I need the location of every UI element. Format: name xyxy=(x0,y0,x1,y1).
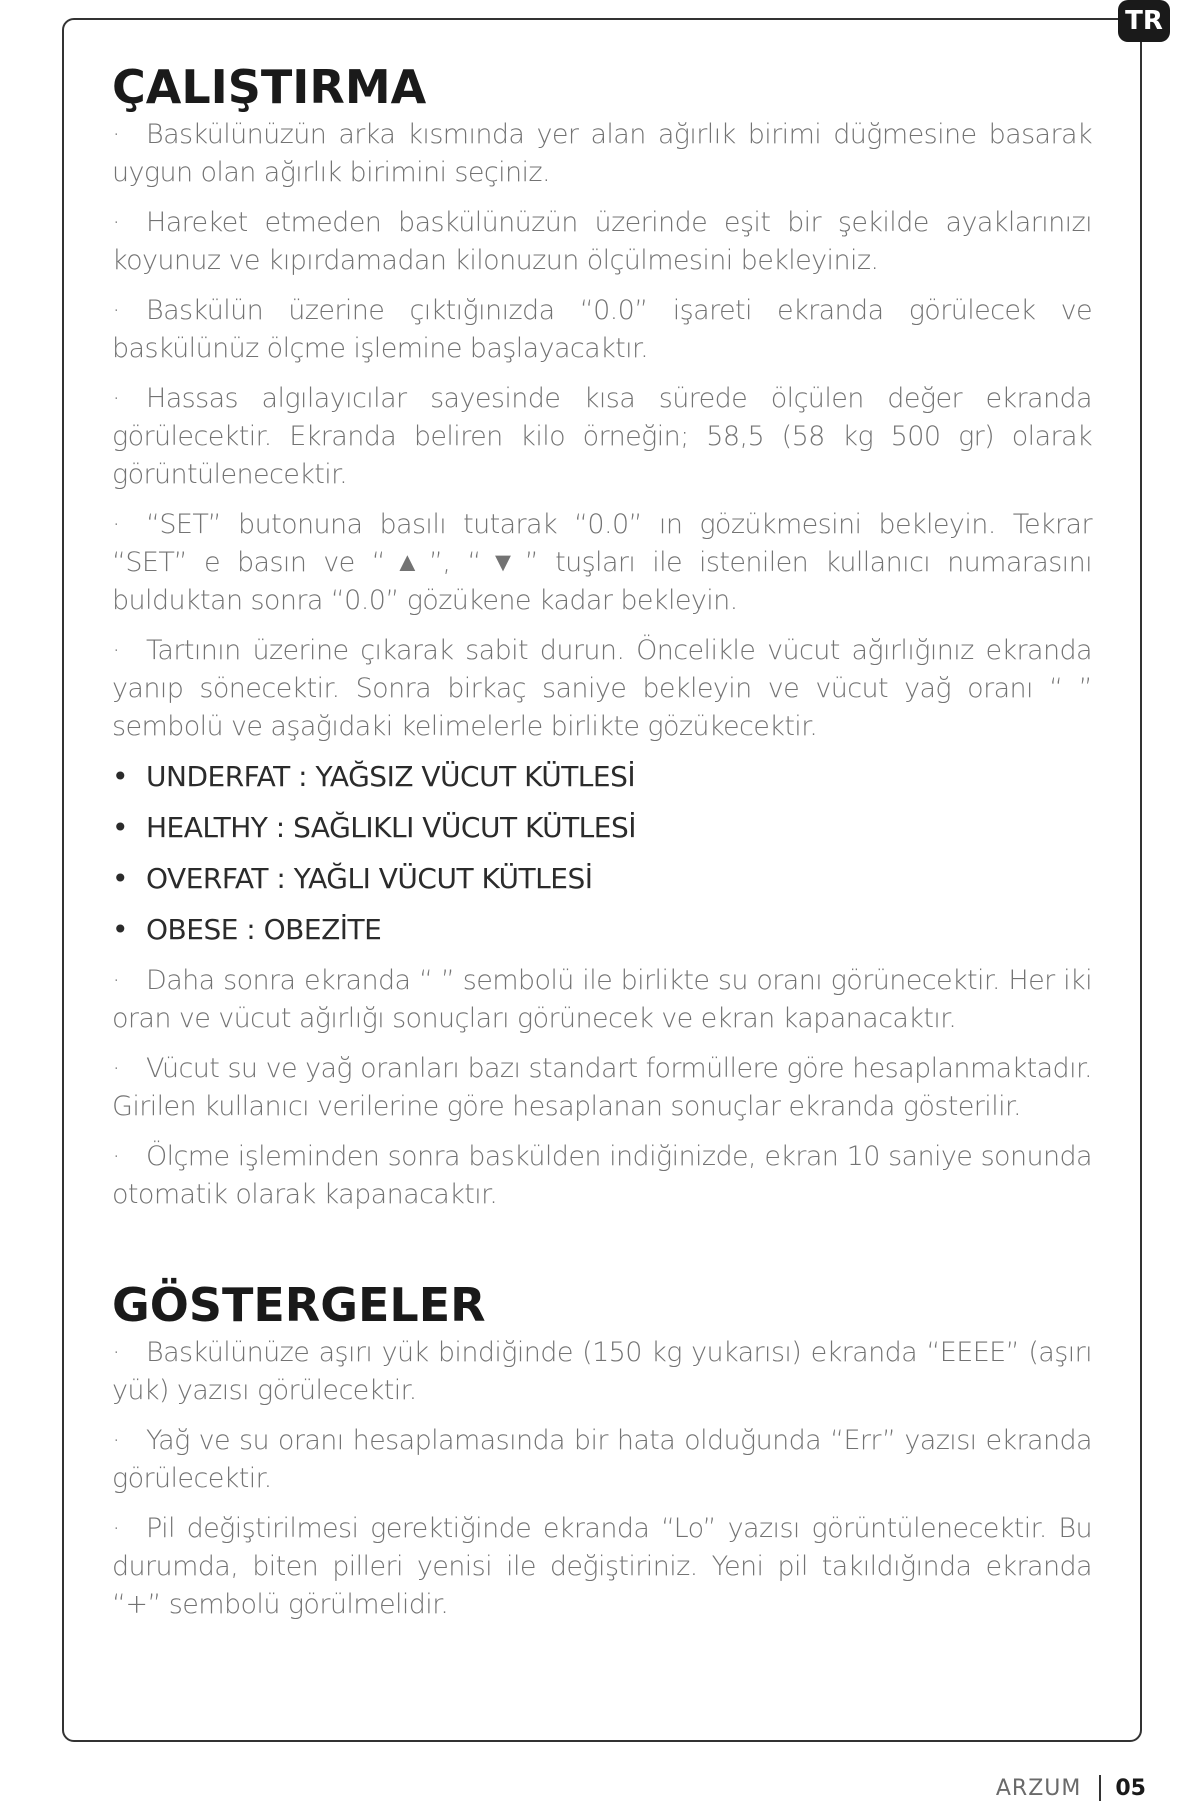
list-item-text: OBESE : OBEZİTE xyxy=(146,913,382,946)
list-item xyxy=(112,809,1092,847)
paragraph-text: Tartının üzerine çıkarak sabit durun. Öncelikle vücut ağırlığınız ekranda yanıp sönecektir. Sonra birkaç saniye bekleyin ve vücut yağ oranı “ ” sembolü ve aşağıdaki kelimelerle birlikte gözükecektir. xyxy=(112,635,1092,742)
paragraph-text: Yağ ve su oranı hesaplamasında bir hata olduğunda “Err” yazısı ekranda görülecektir. xyxy=(112,1425,1092,1494)
paragraph xyxy=(112,116,1092,192)
body-composition-list xyxy=(112,758,1092,949)
paragraph-text: Baskülünüze aşırı yük bindiğinde (150 kg yukarısı) ekranda “EEEE” (aşırı yük) yazısı görülecektir. xyxy=(112,1337,1092,1406)
middle-dot-icon: · xyxy=(112,1513,120,1544)
list-item xyxy=(112,860,1092,898)
middle-dot-icon: · xyxy=(112,119,120,150)
paragraph xyxy=(112,632,1092,746)
language-badge: TR xyxy=(1118,0,1170,42)
paragraph-text: Baskülün üzerine çıktığınızda “0.0” işareti ekranda görülecek ve baskülünüz ölçme işlemine başlayacaktır. xyxy=(112,295,1092,364)
bullet-icon: • xyxy=(112,811,129,844)
paragraph xyxy=(112,1050,1092,1126)
bullet-icon: • xyxy=(112,862,129,895)
bullet-icon: • xyxy=(112,913,129,946)
bullet-icon: • xyxy=(112,760,129,793)
middle-dot-icon: · xyxy=(112,1141,120,1172)
list-item xyxy=(112,911,1092,949)
list-item-text: HEALTHY : SAĞLIKLI VÜCUT KÜTLESİ xyxy=(146,811,636,844)
middle-dot-icon: · xyxy=(112,1425,120,1456)
paragraph-text: “SET” butonuna basılı tutarak “0.0” ın gözükmesini bekleyin. Tekrar “SET” e basın ve “▲”, “▼” tuşları ile istenilen kullanıcı numarasını bulduktan sonra “0.0” gözükene kadar bekleyin. xyxy=(112,509,1092,616)
list-item xyxy=(112,758,1092,796)
middle-dot-icon: · xyxy=(112,207,120,238)
page-number: 05 xyxy=(1115,1775,1146,1801)
section-calistirma xyxy=(112,58,1092,1214)
middle-dot-icon: · xyxy=(112,965,120,996)
paragraph xyxy=(112,1334,1092,1410)
paragraph-text: Hassas algılayıcılar sayesinde kısa sürede ölçülen değer ekranda görülecektir. Ekranda beliren kilo örneğin; 58,5 (58 kg 500 gr) olarak görüntülenecektir. xyxy=(112,383,1092,490)
paragraph xyxy=(112,292,1092,368)
paragraph xyxy=(112,1422,1092,1498)
paragraph xyxy=(112,380,1092,494)
paragraph-text: Pil değiştirilmesi gerektiğinde ekranda “Lo” yazısı görüntülenecektir. Bu durumda, biten pilleri yenisi ile değiştiriniz. Yeni pil takıldığında ekranda “+” sembolü görülmelidir. xyxy=(112,1513,1092,1620)
section-heading: GÖSTERGELER xyxy=(112,1278,486,1332)
middle-dot-icon: · xyxy=(112,1337,120,1368)
paragraph-text: Ölçme işleminden sonra baskülden indiğinizde, ekran 10 saniye sonunda otomatik olarak kapanacaktır. xyxy=(112,1141,1092,1210)
section-gostergeler xyxy=(112,1276,1092,1624)
middle-dot-icon: · xyxy=(112,383,120,414)
footer-divider xyxy=(1099,1775,1101,1801)
page-content xyxy=(112,58,1092,1636)
page-footer xyxy=(996,1776,1146,1800)
paragraph xyxy=(112,962,1092,1038)
paragraph xyxy=(112,506,1092,620)
brand-name: ARZUM xyxy=(995,1775,1082,1801)
middle-dot-icon: · xyxy=(112,509,120,540)
paragraph-text: Daha sonra ekranda “ ” sembolü ile birlikte su oranı görünecektir. Her iki oran ve vücut ağırlığı sonuçları görünecek ve ekran kapanacaktır. xyxy=(112,965,1092,1034)
section-heading: ÇALIŞTIRMA xyxy=(112,60,427,114)
paragraph xyxy=(112,1138,1092,1214)
paragraph xyxy=(112,204,1092,280)
paragraph-text: Hareket etmeden baskülünüzün üzerinde eşit bir şekilde ayaklarınızı koyunuz ve kıpırdamadan kilonuzun ölçülmesini bekleyiniz. xyxy=(112,207,1092,276)
paragraph-text: Vücut su ve yağ oranları bazı standart formüllere göre hesaplanmaktadır. Girilen kullanıcı verilerine göre hesaplanan sonuçlar ekranda gösterilir. xyxy=(112,1053,1092,1122)
middle-dot-icon: · xyxy=(112,635,120,666)
middle-dot-icon: · xyxy=(112,295,120,326)
paragraph-text: Baskülünüzün arka kısmında yer alan ağırlık birimi düğmesine basarak uygun olan ağırlık birimini seçiniz. xyxy=(112,119,1092,188)
list-item-text: OVERFAT : YAĞLI VÜCUT KÜTLESİ xyxy=(146,862,593,895)
paragraph xyxy=(112,1510,1092,1624)
list-item-text: UNDERFAT : YAĞSIZ VÜCUT KÜTLESİ xyxy=(146,760,636,793)
middle-dot-icon: · xyxy=(112,1053,120,1084)
